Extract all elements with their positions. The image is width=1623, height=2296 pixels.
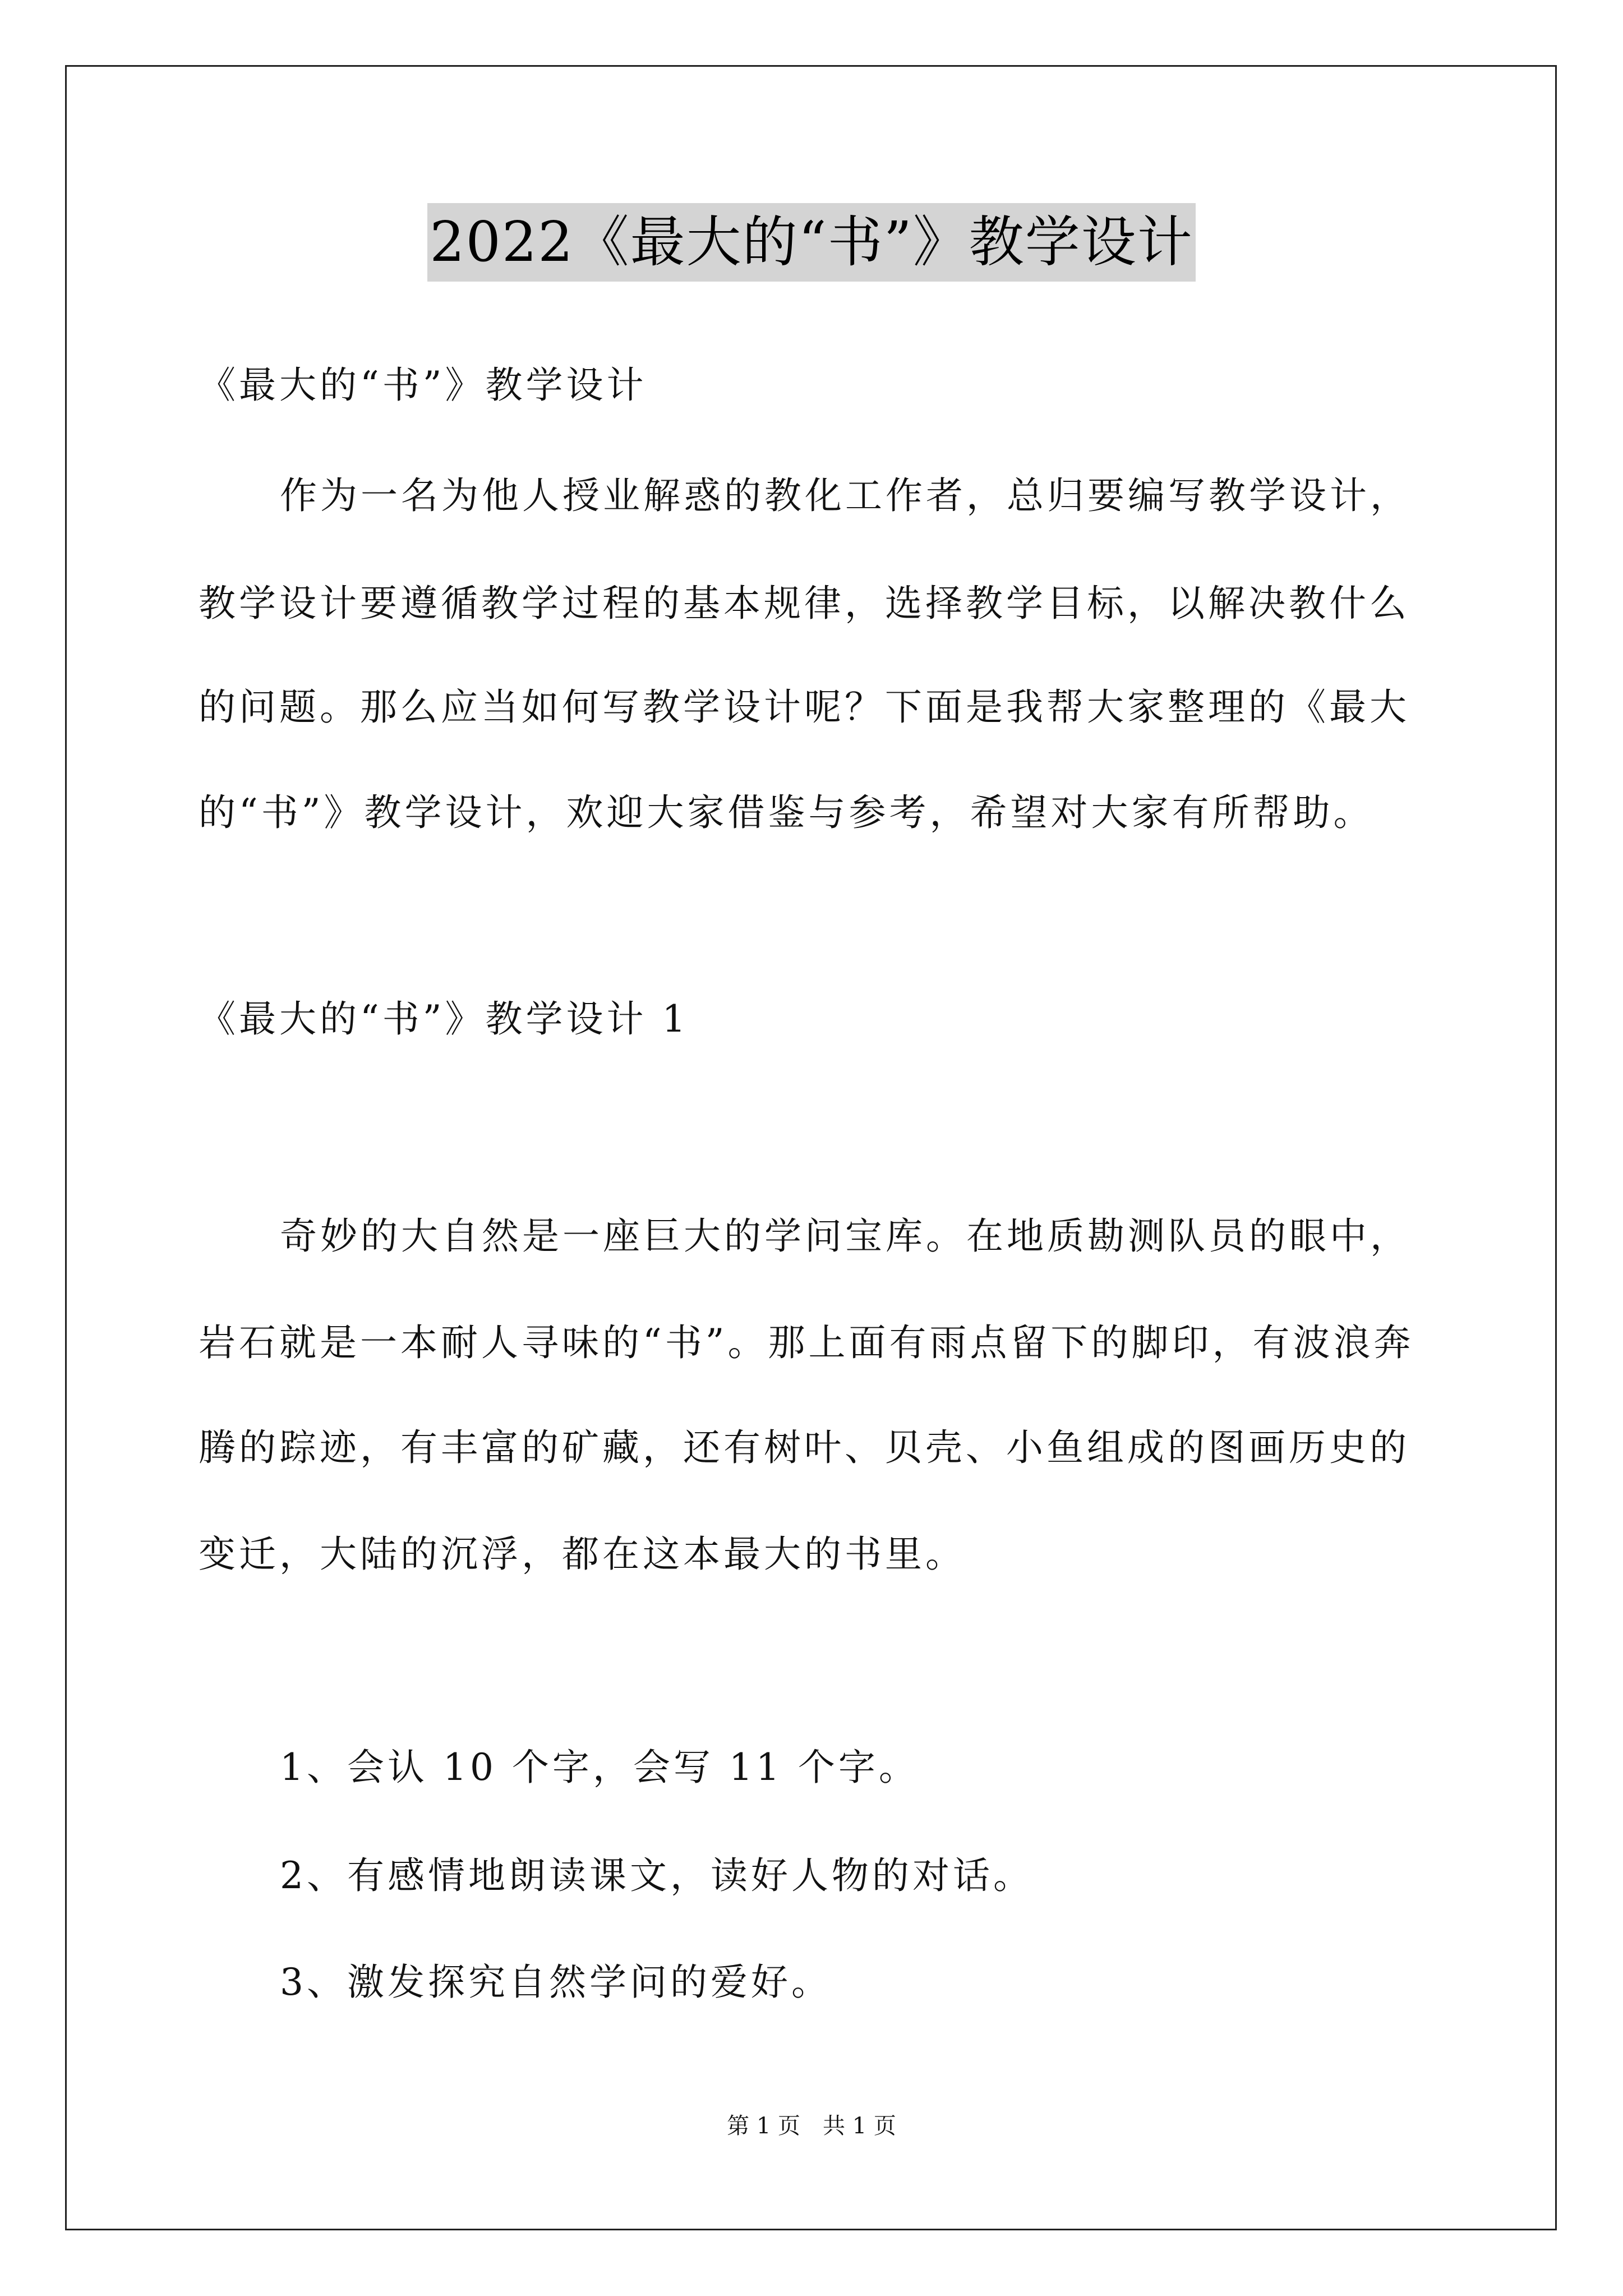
document-title: 2022《最大的“书”》教学设计: [427, 203, 1196, 282]
intro-line: 教学设计要遵循教学过程的基本规律，选择教学目标，以解决教什么: [199, 582, 1410, 625]
intro-line: 作为一名为他人授业解惑的教化工作者，总归要编写教学设计，: [280, 474, 1410, 517]
title-container: [0, 203, 1623, 282]
body-line: 腾的踪迹，有丰富的矿藏，还有树叶、贝壳、小鱼组成的图画历史的: [199, 1426, 1410, 1469]
page-total: 共 1 页: [823, 2113, 896, 2139]
body-line: 奇妙的大自然是一座巨大的学问宝库。在地质勘测队员的眼中，: [280, 1214, 1410, 1258]
objective-item: 1、会认 10 个字，会写 11 个字。: [280, 1746, 919, 1789]
body-line: 岩石就是一本耐人寻味的“书”。那上面有雨点留下的脚印，有波浪奔: [199, 1321, 1414, 1364]
subtitle: 《最大的“书”》教学设计: [199, 364, 647, 407]
objective-item: 2、有感情地朗读课文，读好人物的对话。: [280, 1854, 1034, 1897]
intro-line: 的“书”》教学设计，欢迎大家借鉴与参考，希望对大家有所帮助。: [199, 791, 1374, 834]
page-number: 第 1 页: [727, 2113, 800, 2139]
section-heading: 《最大的“书”》教学设计 1: [199, 997, 689, 1041]
intro-line: 的问题。那么应当如何写教学设计呢？下面是我帮大家整理的《最大: [199, 685, 1410, 729]
body-line: 变迁，大陆的沉浮，都在这本最大的书里。: [199, 1533, 966, 1576]
page-footer: [0, 2108, 1623, 2140]
objective-item: 3、激发探究自然学问的爱好。: [280, 1961, 832, 2004]
